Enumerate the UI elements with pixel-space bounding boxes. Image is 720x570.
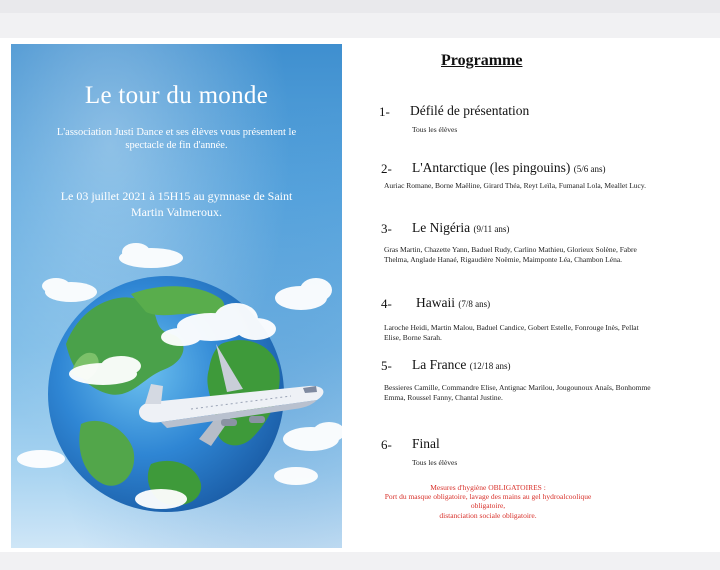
poster-date: Le 03 juillet 2021 à 15H15 au gymnase de Saint Martin Valmeroux.: [60, 189, 293, 219]
item-name: L'Antarctique (les pingouins): [412, 160, 571, 175]
item-heading: [410, 103, 529, 119]
item-name: Le Nigéria: [412, 220, 471, 235]
hygiene-line: distanciation sociale obligatoire.: [439, 510, 537, 520]
item-number: 4-: [381, 296, 392, 311]
programme-title: Programme: [441, 52, 523, 69]
item-age: (9/11 ans): [473, 224, 510, 234]
poster-title: Le tour du monde: [84, 82, 269, 109]
item-name: Défilé de présentation: [410, 103, 530, 118]
item-number: 2-: [381, 161, 392, 176]
item-participants: Auriac Romane, Borne Maëline, Girard Théa, Reyt Leïla, Fumanal Lola, Meallet Lucy.: [384, 181, 646, 190]
hygiene-line: Port du masque obligatoire, lavage des mains au gel hydroalcoolique obligatoire,: [384, 492, 592, 511]
item-participants: Laroche Heidi, Martin Malou, Baduel Candice, Gobert Estelle, Fonrouge Inès, Pellat Elise, Borne Sarah.: [384, 323, 639, 343]
poster-subtitle: L'association Justi Dance et ses élèves vous présentent le spectacle de fin d'année.: [56, 127, 297, 151]
item-number: 5-: [381, 358, 392, 373]
item-participants: Bessieres Camille, Commandre Elise, Antignac Marilou, Jougounoux Anaïs, Bonhomme Emma, Roussel Fanny, Chantal Justine.: [384, 383, 651, 403]
item-name: La France: [412, 357, 467, 372]
item-name: Hawaii: [416, 295, 455, 310]
item-participants: Tous les élèves: [412, 458, 458, 467]
item-heading: [412, 357, 510, 373]
globe-airplane-illustration: [11, 44, 342, 548]
item-name: Final: [412, 436, 440, 451]
hygiene-notice: [372, 483, 604, 520]
item-number: 6-: [381, 437, 392, 452]
item-heading: [416, 295, 490, 311]
item-heading: [412, 160, 606, 176]
item-number: 3-: [381, 221, 392, 236]
item-age: (12/18 ans): [469, 361, 511, 371]
item-age: (5/6 ans): [573, 164, 606, 174]
hygiene-title: Mesures d'hygiène OBLIGATOIRES :: [430, 483, 546, 492]
item-number: 1-: [379, 104, 390, 119]
document-page: [0, 38, 720, 552]
item-heading: [412, 436, 440, 452]
item-heading: [412, 220, 509, 236]
item-participants: Tous les élèves: [412, 125, 458, 134]
top-strip: [0, 0, 720, 13]
item-participants: Gras Martin, Chazette Yann, Baduel Rudy, Carlino Mathieu, Glorieux Solène, Fabre Thelma, Anglade Hanaé, Rigaudière Noëmie, Maimponte Léa, Chambon Léna.: [384, 245, 637, 265]
item-age: (7/8 ans): [458, 299, 491, 309]
poster-panel: [11, 44, 342, 548]
